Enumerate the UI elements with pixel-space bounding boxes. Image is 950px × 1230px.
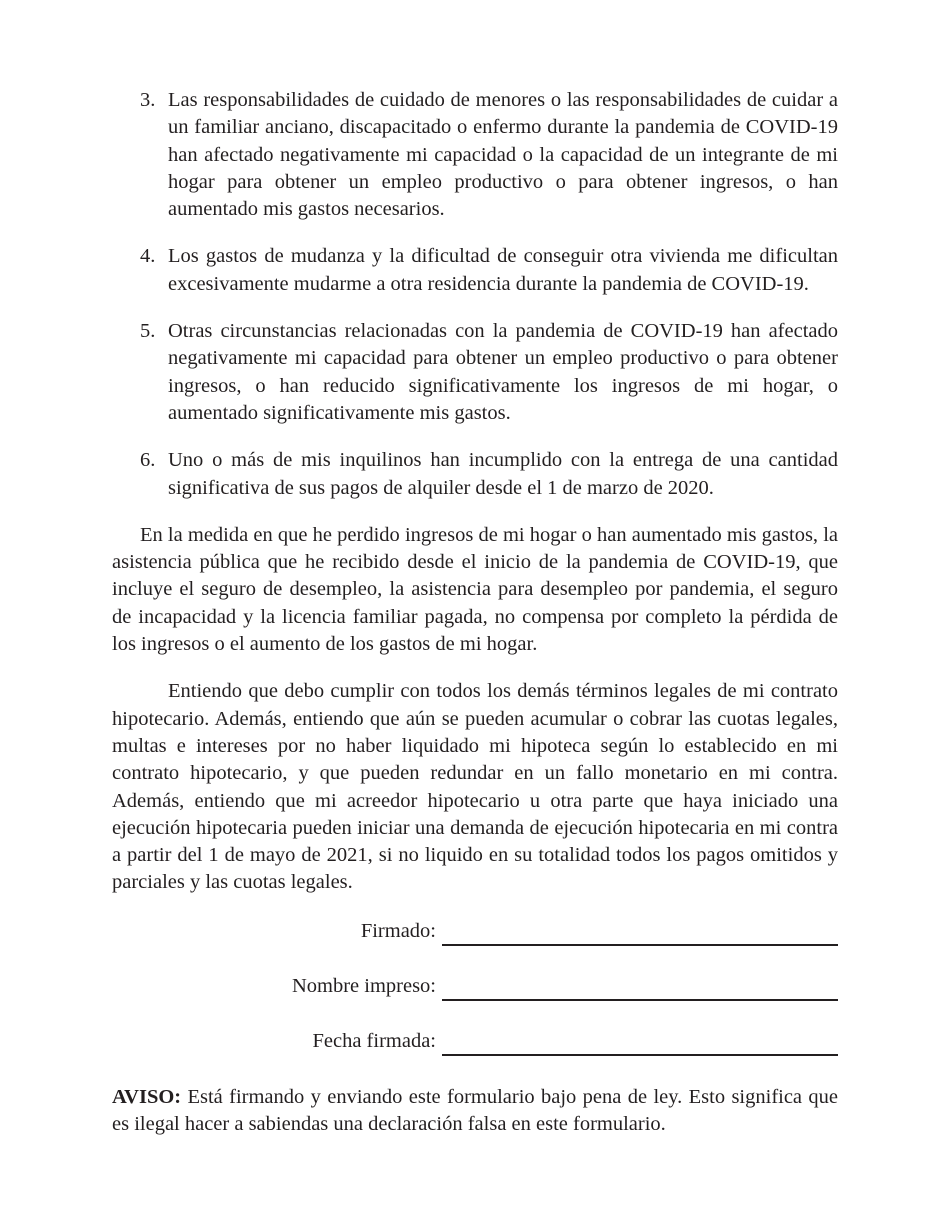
list-item-text: Uno o más de mis inquilinos han incumplido con la entrega de una cantidad significativa de sus pagos de alquiler desde el 1 de marzo de 2020. (168, 449, 838, 499)
signature-field[interactable] (442, 923, 838, 946)
signature-block (112, 919, 838, 1056)
public-assistance-paragraph: En la medida en que he perdido ingresos de mi hogar o han aumentado mis gastos, la asistencia pública que he recibido desde el inicio de la pandemia de COVID-19, que incluye el seguro de desempleo, la asistencia para desempleo por pandemia, el seguro de incapacidad y la licencia familiar pagada, no compensa por completo la pérdida de los ingresos o el aumento de los gastos de mi hogar. (112, 523, 838, 656)
list-item (112, 447, 838, 502)
signed-label: Firmado: (360, 920, 436, 943)
declaration-page (112, 87, 838, 1138)
printed-name-label: Nombre impreso: (291, 975, 436, 998)
list-item-number: 6. (140, 449, 156, 472)
hardship-list (112, 87, 838, 502)
list-item (112, 318, 838, 427)
list-item-text: Otras circunstancias relacionadas con la pandemia de COVID-19 han afectado negativamente mi capacidad para obtener un empleo productivo o para obtener ingresos, o han reducido significativamente los ingresos de mi hogar, o aumentado significativamente mis gastos. (168, 320, 838, 424)
list-item (112, 243, 838, 298)
printed-name-field[interactable] (442, 978, 838, 1001)
date-signed-label: Fecha firmada: (312, 1030, 436, 1053)
notice-paragraph (112, 1084, 838, 1139)
list-item-number: 3. (140, 89, 156, 111)
list-item-text: Los gastos de mudanza y la dificultad de conseguir otra vivienda me dificultan excesivamente mudarme a otra residencia durante la pandemia de COVID-19. (168, 245, 838, 295)
notice-text: Está firmando y enviando este formulario bajo pena de ley. Esto significa que es ilegal hacer a sabiendas una declaración falsa en este formulario. (112, 1085, 838, 1136)
understanding-paragraph: Entiendo que debo cumplir con todos los demás términos legales de mi contrato hipotecario. Además, entiendo que aún se pueden acumular o cobrar las cuotas legales, multas e intereses por no haber liquidado mi hipoteca según lo establecido en mi contrato hipotecario, y que pueden redundar en un fallo monetario en mi contra. Además, entiendo que mi acreedor hipotecario u otra parte que haya iniciado una ejecución hipotecaria pueden iniciar una demanda de ejecución hipotecaria en mi contra a partir del 1 de mayo de 2021, si no liquido en su totalidad todos los pagos omitidos y parciales y las cuotas legales. (112, 680, 838, 894)
notice-label: AVISO: (112, 1085, 182, 1108)
signed-row (112, 919, 838, 946)
date-signed-row (112, 1029, 838, 1056)
list-item-number: 4. (140, 245, 156, 268)
list-item-text: Las responsabilidades de cuidado de menores o las responsabilidades de cuidar a un familiar anciano, discapacitado o enfermo durante la pandemia de COVID-19 han afectado negativamente mi capacidad o la capacidad de un integrante de mi hogar para obtener un empleo productivo o para obtener ingresos, o han aumentado mis gastos necesarios. (168, 89, 838, 221)
date-signed-field[interactable] (442, 1033, 838, 1056)
list-item (112, 87, 838, 223)
printed-name-row (112, 974, 838, 1001)
list-item-number: 5. (140, 320, 156, 343)
